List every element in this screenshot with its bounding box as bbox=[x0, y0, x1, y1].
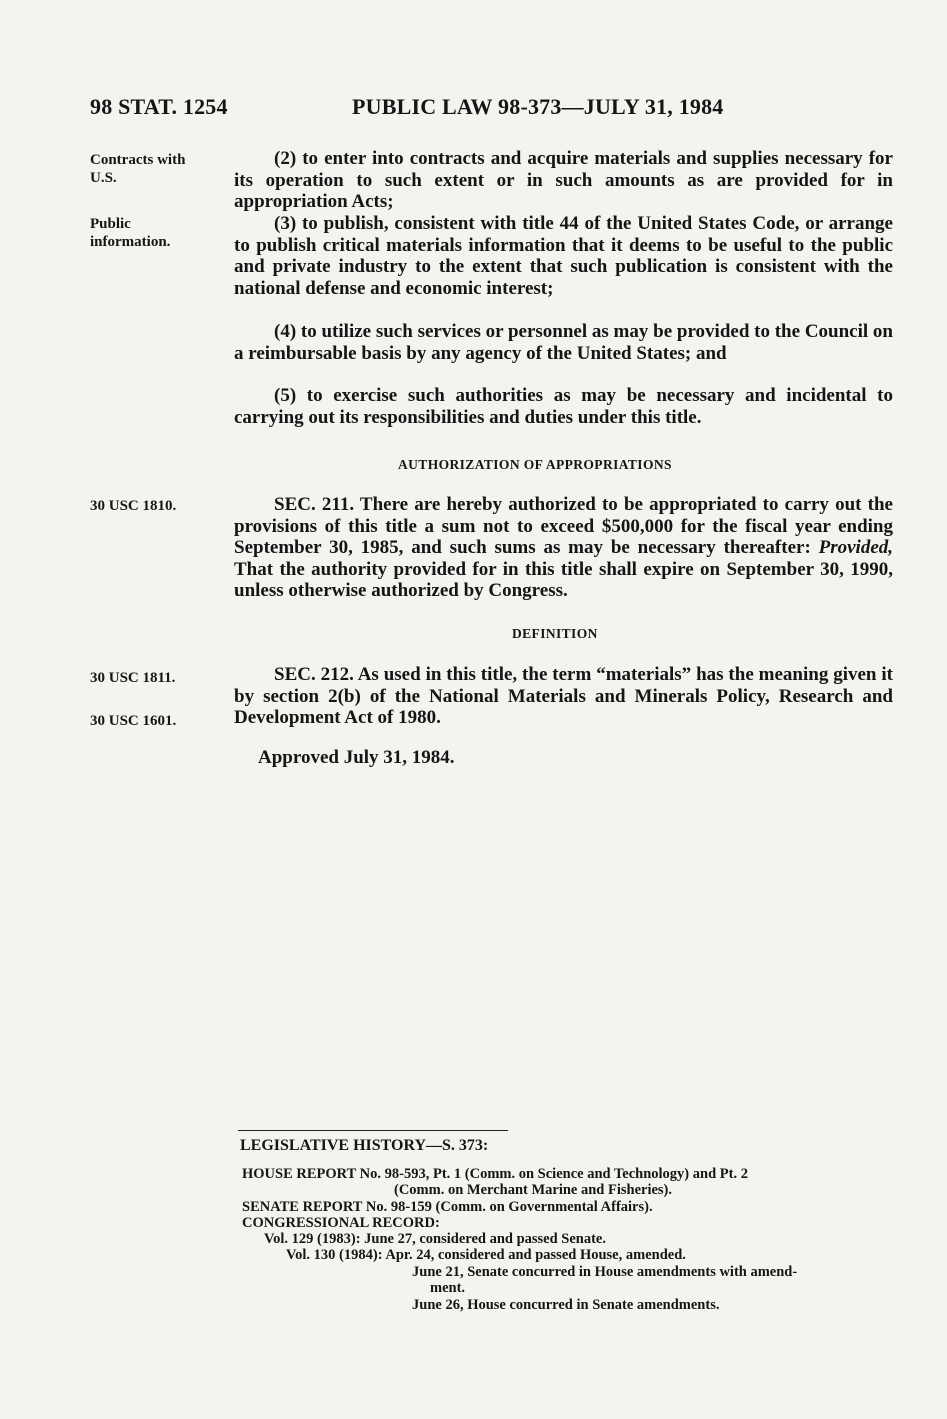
section-212: SEC. 212. As used in this title, the term “materials” has the meaning given it by section 2(b) of the National Materials and Minerals Policy, Research and Development Act of 1980. bbox=[234, 664, 893, 729]
congressional-record: CONGRESSIONAL RECORD: bbox=[242, 1215, 440, 1231]
record-june-26: June 26, House concurred in Senate amendments. bbox=[412, 1297, 720, 1313]
margin-note-30-usc-1601: 30 USC 1601. bbox=[90, 713, 177, 729]
section-211-provided: Provided, bbox=[818, 537, 894, 559]
margin-note-public-information bbox=[90, 215, 220, 251]
record-vol-129: Vol. 129 (1983): June 27, considered and passed Senate. bbox=[264, 1231, 606, 1247]
house-report: HOUSE REPORT No. 98-593, Pt. 1 (Comm. on Science and Technology) and Pt. 2 bbox=[242, 1166, 748, 1182]
margin-note-30-usc-1810: 30 USC 1810. bbox=[90, 498, 177, 514]
page-title: PUBLIC LAW 98-373—JULY 31, 1984 bbox=[352, 94, 724, 119]
margin-note-line: information. bbox=[90, 234, 171, 250]
section-211 bbox=[234, 494, 893, 602]
record-vol-130: Vol. 130 (1984): Apr. 24, considered and passed House, amended. bbox=[286, 1247, 686, 1263]
paragraph-3: (3) to publish, consistent with title 44 of the United States Code, or arrange to publish critical materials information that it deems to be useful to the public and private industry to the extent that such publication is consistent with the national defense and economic interest; bbox=[234, 213, 893, 299]
legislative-history-rule bbox=[238, 1130, 508, 1131]
paragraph-4: (4) to utilize such services or personnel as may be provided to the Council on a reimbursable basis by any agency of the United States; and bbox=[234, 321, 893, 364]
section-heading-authorization: AUTHORIZATION OF APPROPRIATIONS bbox=[398, 457, 672, 472]
record-june-21-continued: ment. bbox=[430, 1280, 466, 1296]
section-211-text-b: That the authority provided for in this title shall expire on September 30, 1990, unless otherwise authorized by Congress. bbox=[234, 558, 893, 602]
margin-note-contracts bbox=[90, 151, 220, 187]
approved-date: Approved July 31, 1984. bbox=[258, 747, 455, 768]
page-stat-number: 98 STAT. 1254 bbox=[90, 94, 228, 119]
house-report-continued: (Comm. on Merchant Marine and Fisheries). bbox=[394, 1182, 673, 1198]
section-heading-definition: DEFINITION bbox=[512, 626, 598, 641]
legislative-history-title: LEGISLATIVE HISTORY—S. 373: bbox=[240, 1137, 489, 1154]
margin-note-line: Public bbox=[90, 216, 131, 232]
senate-report: SENATE REPORT No. 98-159 (Comm. on Governmental Affairs). bbox=[242, 1199, 653, 1215]
record-june-21: June 21, Senate concurred in House amendments with amend- bbox=[412, 1264, 798, 1280]
section-211-text-a: SEC. 211. There are hereby authorized to be appropriated to carry out the provisions of this title a sum not to exceed $500,000 for the fiscal year ending September 30, 1985, and such sums as may be necessary thereafter: bbox=[234, 494, 893, 559]
paragraph-2: (2) to enter into contracts and acquire materials and supplies necessary for its operation to such extent or in such amounts as are provided for in appropriation Acts; bbox=[234, 148, 893, 213]
margin-note-line: U.S. bbox=[90, 170, 117, 186]
margin-note-30-usc-1811: 30 USC 1811. bbox=[90, 670, 176, 686]
margin-note-line: Contracts with bbox=[90, 152, 186, 168]
paragraph-5: (5) to exercise such authorities as may be necessary and incidental to carrying out its responsibilities and duties under this title. bbox=[234, 385, 893, 428]
